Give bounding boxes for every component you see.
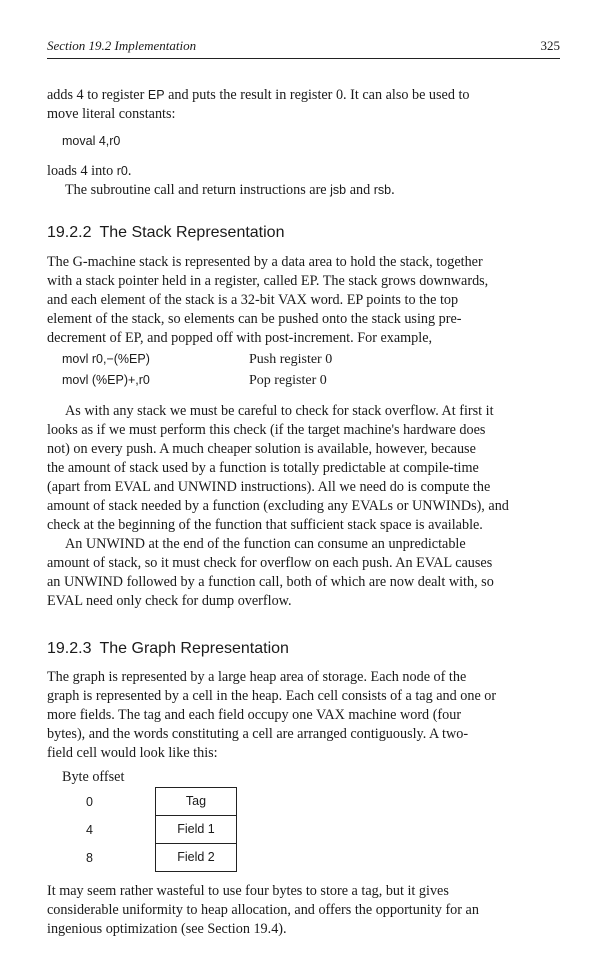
text-line: EVAL need only check for dump overflow. (47, 593, 292, 609)
heading-number: 19.2.2 (47, 224, 92, 241)
text: adds 4 to register (47, 87, 148, 103)
intro-paragraph (47, 86, 562, 124)
text-line: amount of stack, so it must check for overflow on each push. An EVAL causes (47, 555, 493, 571)
text: loads 4 into (47, 163, 117, 179)
byte-offset-label: Byte offset (62, 769, 125, 785)
text-line: considerable uniformity to heap allocation, and offers the opportunity for an (47, 902, 479, 918)
text-line: not) on every push. A much cheaper solution is available, however, because (47, 441, 476, 457)
code-push: movl r0,−(%EP) (62, 352, 150, 366)
graph-paragraph-2 (47, 882, 562, 939)
text: and (346, 182, 374, 198)
text-line: check at the beginning of the function that sufficient stack space is available. (47, 517, 483, 533)
stack-paragraph-2 (47, 402, 562, 611)
code-moval: moval 4,r0 (62, 134, 121, 148)
heading-stack-representation (47, 224, 284, 242)
instr-jsb: jsb (330, 183, 347, 197)
text-line: looks as if we must perform this check (if the target machine's hardware does (47, 422, 486, 438)
text-line: The graph is represented by a large heap area of storage. Each node of the (47, 669, 467, 685)
text-line: As with any stack we must be careful to check for stack overflow. At first it (65, 403, 494, 419)
page-number: 325 (540, 38, 560, 53)
loads-line (47, 162, 562, 200)
text-line: It may seem rather wasteful to use four bytes to store a tag, but it gives (47, 883, 449, 899)
code-pop-comment: Pop register 0 (249, 373, 327, 388)
heading-title: The Stack Representation (99, 224, 285, 241)
text-line: bytes), and the words constituting a cell are arranged contiguously. A two- (47, 726, 469, 742)
cell-field-2: Field 2 (155, 843, 237, 872)
text-line: more fields. The tag and each field occupy one VAX machine word (four (47, 707, 462, 723)
register-ep: EP (147, 88, 165, 102)
cell-field-1: Field 1 (155, 815, 237, 844)
text-line: decrement of EP, and popped off with post-increment. For example, (47, 330, 433, 346)
text: . (391, 182, 395, 198)
heading-number: 19.2.3 (47, 640, 92, 657)
text-line: (apart from EVAL and UNWIND instructions). All we need do is compute the (47, 479, 491, 495)
text: The subroutine call and return instructions are (65, 182, 331, 198)
text: and puts the result in register 0. It can also be used to (164, 87, 470, 103)
text-line: field cell would look like this: (47, 745, 218, 761)
text-line: the amount of stack used by a function is totally predictable at compile-time (47, 460, 479, 476)
text: move literal constants: (47, 106, 176, 122)
text-line: The G-machine stack is represented by a data area to hold the stack, together (47, 254, 483, 270)
text-line: ingenious optimization (see Section 19.4). (47, 921, 287, 937)
stack-paragraph-1 (47, 253, 562, 348)
heading-title: The Graph Representation (99, 640, 289, 657)
offset-0: 0 (86, 795, 93, 809)
code-pop: movl (%EP)+,r0 (62, 373, 150, 387)
register-r0: r0 (116, 164, 128, 178)
graph-paragraph-1 (47, 668, 562, 763)
text-line: with a stack pointer held in a register, called EP. The stack grows downwards, (47, 273, 489, 289)
cell-tag: Tag (155, 787, 237, 816)
code-push-comment: Push register 0 (249, 352, 333, 367)
text-line: and each element of the stack is a 32-bit VAX word. EP points to the top (47, 292, 459, 308)
section-title: Section 19.2 Implementation (47, 38, 197, 53)
text-line: graph is represented by a cell in the heap. Each cell consists of a tag and one or (47, 688, 497, 704)
text-line: element of the stack, so elements can be pushed onto the stack using pre- (47, 311, 462, 327)
offset-8: 8 (86, 851, 93, 865)
running-header (47, 38, 560, 58)
instr-rsb: rsb (373, 183, 392, 197)
offset-4: 4 (86, 823, 93, 837)
text: . (127, 163, 132, 179)
text-line: amount of stack needed by a function (excluding any EVALs or UNWINDs), and (47, 498, 509, 514)
header-rule (47, 58, 560, 59)
heading-graph-representation (47, 640, 289, 658)
text-line: an UNWIND followed by a function call, both of which are now dealt with, so (47, 574, 494, 590)
text-line: An UNWIND at the end of the function can consume an unpredictable (65, 536, 466, 552)
